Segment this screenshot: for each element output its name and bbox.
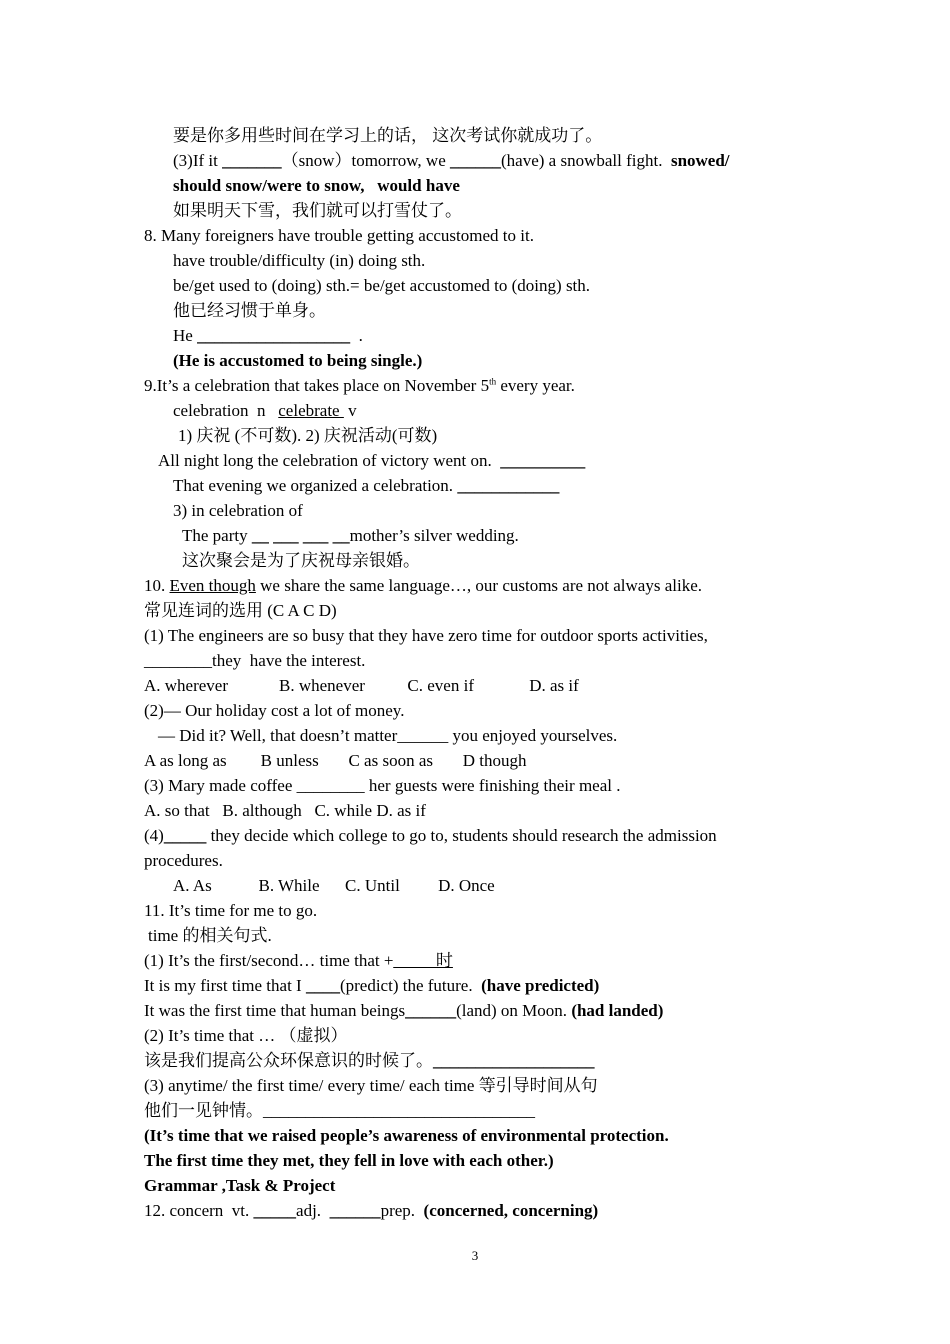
text: (3) Mary made coffee ________ her guests were finishing their meal .	[144, 776, 621, 795]
text-line	[144, 949, 453, 973]
text: v	[343, 401, 357, 420]
text-line	[158, 724, 617, 748]
answer: (concerned, concerning)	[423, 1201, 599, 1220]
answer: (He is accustomed to being single.)	[173, 351, 423, 370]
text-line	[144, 849, 223, 873]
text: 10.	[144, 576, 170, 595]
text: procedures.	[144, 851, 223, 870]
page-number: 3	[471, 1248, 479, 1263]
blank: _____时	[393, 951, 453, 970]
text: (3) anytime/ the first time/ every time/ each time 等引导时间从句	[144, 1076, 598, 1095]
text: they decide which college to go to, students should research the admission	[206, 826, 717, 845]
section-heading	[144, 1174, 335, 1198]
text-line	[144, 624, 708, 648]
text: A. wherever B. whenever C. even if D. as if	[144, 676, 579, 695]
choices-line	[144, 674, 579, 698]
text-line	[182, 524, 519, 548]
item-heading	[144, 374, 575, 398]
text: — Did it? Well, that doesn’t matter______ you enjoyed yourselves.	[158, 726, 618, 745]
answer-line	[173, 349, 422, 373]
text-line	[173, 149, 730, 173]
text-line	[144, 1099, 535, 1123]
text: A. so that B. although C. while D. as if	[144, 801, 426, 820]
text-line	[173, 324, 363, 348]
text: (4)	[144, 826, 164, 845]
chinese-sentence: 他们一见钟情。________________________________	[144, 1101, 535, 1120]
text-line	[158, 449, 585, 473]
text: 1) 庆祝 (不可数). 2) 庆祝活动(可数)	[178, 426, 438, 445]
text-line	[173, 474, 559, 498]
text: He	[173, 326, 198, 345]
text: (1) It’s the first/second… time that +	[144, 951, 394, 970]
text-line	[144, 774, 620, 798]
text-line	[144, 699, 404, 723]
text-line	[144, 1049, 595, 1073]
superscript: th	[489, 376, 497, 387]
chinese-sentence: 要是你多用些时间在学习上的话， 这次考试你就成功了。	[173, 126, 603, 145]
text: adj.	[296, 1201, 330, 1220]
blank: _____	[163, 826, 207, 845]
text: (1) The engineers are so busy that they have zero time for outdoor sports activities,	[144, 626, 708, 645]
answer: snowed/	[670, 151, 730, 170]
text: ________they have the interest.	[144, 651, 366, 670]
text-line	[182, 549, 420, 573]
text: every year.	[496, 376, 575, 395]
text: (2)— Our holiday cost a lot of money.	[144, 701, 405, 720]
blank: ______	[405, 1001, 457, 1020]
text: 11. It’s time for me to go.	[144, 901, 318, 920]
text: (3)If it	[173, 151, 223, 170]
text: A. As B. While C. Until D. Once	[173, 876, 495, 895]
text-line	[144, 824, 717, 848]
text: The party	[182, 526, 252, 545]
text-line	[173, 399, 357, 423]
choices-line	[144, 799, 426, 823]
blank: ______	[329, 1201, 381, 1220]
text: we share the same language…, our customs are not always alike.	[255, 576, 703, 595]
chinese-sentence: 该是我们提高公众环保意识的时候了。	[144, 1051, 433, 1070]
text: 8. Many foreigners have trouble getting accustomed to it.	[144, 226, 534, 245]
blank: ____	[305, 976, 340, 995]
item-heading	[144, 899, 317, 923]
text: 9.It’s a celebration that takes place on November 5	[144, 376, 490, 395]
text: 常见连词的选用 (C A C D)	[144, 601, 337, 620]
text-line	[144, 974, 599, 998]
heading-text: Grammar ,Task & Project	[144, 1176, 336, 1195]
text: have trouble/difficulty (in) doing sth.	[173, 251, 426, 270]
answer: (have predicted)	[481, 976, 600, 995]
text: prep.	[380, 1201, 424, 1220]
blank: __________	[500, 451, 586, 470]
text-line	[173, 499, 303, 523]
text-line	[173, 249, 425, 273]
text-line	[144, 1074, 598, 1098]
item-heading	[144, 574, 702, 598]
choices-line	[173, 874, 495, 898]
text: be/get used to (doing) sth.= be/get accustomed to (doing) sth.	[173, 276, 591, 295]
answer: The first time they met, they fell in love with each other.)	[144, 1151, 554, 1170]
text: time 的相关句式.	[148, 926, 272, 945]
text-line	[148, 924, 272, 948]
text-line	[144, 999, 663, 1023]
blank: ______	[450, 151, 501, 170]
text: It was the first time that human beings	[144, 1001, 406, 1020]
text: (predict) the future.	[339, 976, 482, 995]
item-heading	[144, 1199, 598, 1223]
text-line	[144, 599, 337, 623]
text-line	[173, 124, 602, 148]
answer-line	[144, 1149, 554, 1173]
text-line	[144, 649, 365, 673]
text: (have) a snowball fight.	[501, 151, 671, 170]
underlined-word: Even though	[169, 576, 256, 595]
blank: __________________	[197, 326, 351, 345]
text-line	[173, 274, 590, 298]
text: （snow）tomorrow, we	[281, 151, 450, 170]
answer-line	[173, 174, 460, 198]
text-line	[173, 199, 462, 223]
text: All night long the celebration of victory went on.	[158, 451, 501, 470]
text: It is my first time that I	[144, 976, 306, 995]
text-line	[178, 424, 437, 448]
text: (land) on Moon.	[456, 1001, 572, 1020]
blank: ___________________	[433, 1051, 595, 1070]
blank: __ ___ ___ __	[251, 526, 350, 545]
answer: should snow/were to snow, would have	[173, 176, 460, 195]
blank: _______	[222, 151, 282, 170]
chinese-sentence: 这次聚会是为了庆祝母亲银婚。	[182, 551, 420, 570]
chinese-sentence: 他已经习惯于单身。	[173, 301, 326, 320]
answer: (had landed)	[571, 1001, 664, 1020]
text: celebration n	[173, 401, 279, 420]
text: (2) It’s time that … （虚拟）	[144, 1026, 348, 1045]
text: .	[350, 326, 363, 345]
item-heading	[144, 224, 534, 248]
text: 3) in celebration of	[173, 501, 303, 520]
text: That evening we organized a celebration.	[173, 476, 458, 495]
text: mother’s silver wedding.	[349, 526, 519, 545]
chinese-sentence: 如果明天下雪，我们就可以打雪仗了。	[173, 201, 462, 220]
text-line	[144, 1024, 348, 1048]
text: 12. concern vt.	[144, 1201, 254, 1220]
blank: _____	[253, 1201, 297, 1220]
choices-line	[144, 749, 527, 773]
underlined-word: celebrate	[278, 401, 344, 420]
answer-line	[144, 1124, 669, 1148]
text: A as long as B unless C as soon as D though	[144, 751, 527, 770]
blank: ____________	[457, 476, 560, 495]
answer: (It’s time that we raised people’s awareness of environmental protection.	[144, 1126, 669, 1145]
text-line	[173, 299, 326, 323]
